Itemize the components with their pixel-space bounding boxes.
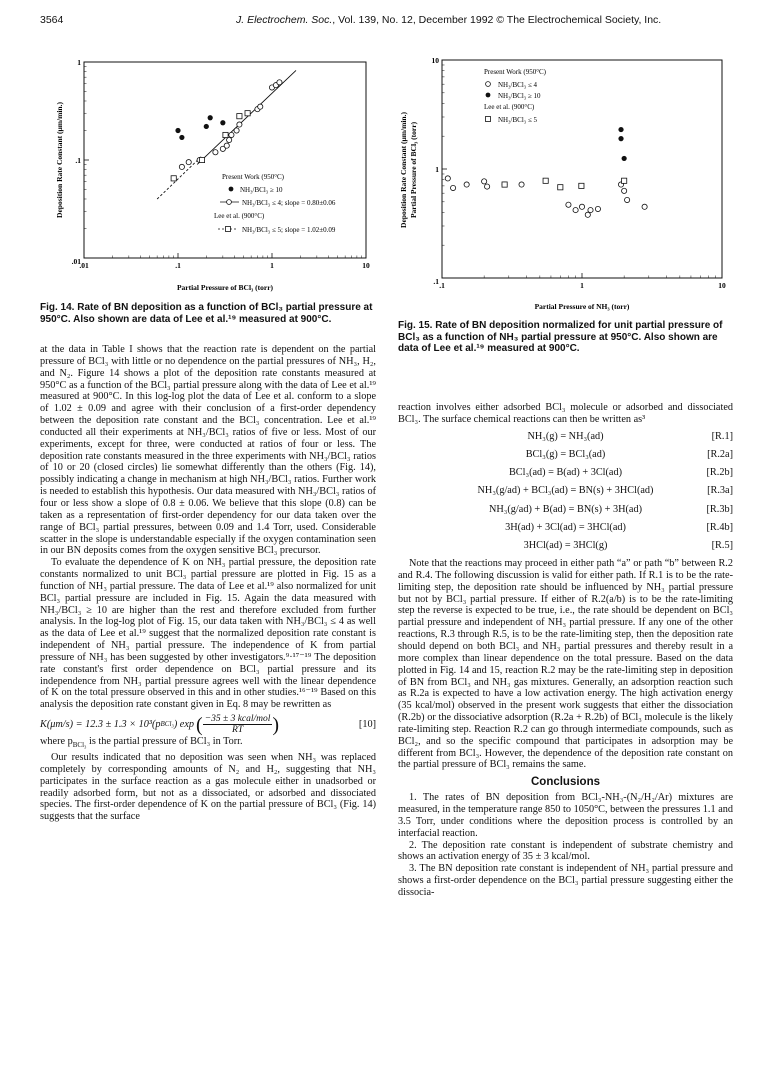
paragraph: To evaluate the dependence of K on NH₃ partial pressure, the deposition rate constants normalized to unit BCl₃ partial pressure are plotted in Fig. 15 as a function of NH₃ partial pressure. The data of Lee et al.¹⁹ also normalized for unit BCl₃ partial pressure are included in Fig. 15. Again the data measured with NH₃/BCl₃ ≥ 10 are higher than the rest and therefore excluded from further analysis. In the log-log plot of Fig. 15, our data taken with NH₃/BCl₃ ≤ 4 as well as the data of Lee et al.¹⁹ suggest that the normalized deposition rate constant is independent of NH₃ partial pressure. The independence of K from partial pressure of NH₃ has been suggested by other investigators.⁹·¹⁷⁻¹⁹ The deposition rate constant's first order dependence on BCl₃ partial pressure and its independence from NH₃ partial pressure agrees well with the linear dependence of K on the total pressure observed in this and in other studies.¹⁶⁻¹⁹ Based on this analysis the deposition rate constant given in Eq. 8 may be rewritten as [40,557,376,711]
reaction-row [398,464,733,482]
legend-marker-filled-circle [229,187,234,192]
legend-series-2: NH₃/BCl₃ ≥ 10 [498,92,541,100]
data-point-filled-circle [179,135,184,140]
text-run: is the partial pressure of BCl₃ in Torr. [86,736,243,748]
right-text-column [398,402,733,899]
data-point-open-square [579,183,584,188]
reaction-number: [R.3a] [707,485,733,497]
data-point-open-square [622,178,627,183]
data-point-open-square [237,114,242,119]
equation-10: K(μm/s) = 12.3 ± 1.3 × 10³(p BCl₃ ) exp ( −35 ± 3 kcal/mol RT ) [10] [40,713,376,736]
reaction-row [398,482,733,500]
x-axis-label: Partial Pressure of NH₃ (torr) [534,302,630,311]
x-tick-label: 10 [718,281,726,290]
data-point-open-circle [445,176,450,181]
data-point-open-circle [482,179,487,184]
y-tick-label: 1 [77,58,81,67]
paragraph [40,736,376,752]
reaction-number: [R.5] [711,539,733,551]
data-point-open-square [199,157,204,162]
data-point-open-circle [622,188,627,193]
conclusion-item: 2. The deposition rate constant is independent of substrate chemistry and shows an activation energy of 35 ± 3 kcal/mol. [398,839,733,863]
reaction-equation: 3HCl(ad) = 3HCl(g) [523,539,608,551]
equation-number: [10] [358,718,376,730]
x-tick-label: 1 [270,261,274,270]
equation-denominator: RT [232,725,244,736]
data-point-filled-circle [622,156,627,161]
reaction-list [398,428,733,555]
legend-series-1: NH₃/BCl₃ ≥ 10 [240,186,283,194]
data-point-open-square [502,182,507,187]
reaction-number: [R.4b] [706,521,733,533]
chart-legend [214,173,336,234]
data-point-open-circle [224,143,229,148]
fit-line-dashed [157,156,202,199]
reaction-equation: NH₃(g/ad) + BCl₃(ad) = BN(s) + 3HCl(ad) [477,485,654,497]
legend-marker-open-circle [227,200,232,205]
data-point-open-circle [595,206,600,211]
equation-numerator: −35 ± 3 kcal/mol [204,714,271,725]
data-point-open-circle [277,80,282,85]
reaction-row [398,537,733,555]
legend-title: Present Work (950°C) [484,68,546,76]
reaction-row [398,428,733,446]
data-point-open-square [558,185,563,190]
legend-marker-open-circle [486,82,491,87]
legend-marker-open-square [226,227,231,232]
equation-subscript: BCl₃ [160,719,174,728]
data-point-open-circle [464,182,469,187]
x-tick-label: 1 [580,281,584,290]
subscript: BCl₃ [72,741,87,750]
reaction-equation: NH₃(g) = NH₃(ad) [527,430,604,442]
legend-lee-title: Lee et al. (900°C) [484,103,535,111]
reaction-equation: BCl₃(g) = BCl₃(ad) [525,448,606,460]
data-point-filled-circle [204,124,209,129]
y-axis-label-2: Partial Pressure of BCl₃ (torr) [409,121,418,219]
data-point-open-circle [588,207,593,212]
y-tick-label: .1 [75,156,81,165]
reaction-equation: 3H(ad) + 3Cl(ad) = 3HCl(ad) [505,521,626,533]
chart-legend [484,68,547,124]
y-tick-label: .01 [71,257,81,266]
journal-volume: , Vol. 139, No. 12, December 1992 © The Electrochemical Society, Inc. [332,14,662,26]
data-point-filled-circle [618,136,623,141]
data-point-open-circle [579,204,584,209]
figure-14-chart [40,44,380,302]
legend-marker-filled-circle [486,93,491,98]
reaction-number: [R.2a] [707,448,733,460]
y-tick-label: 1 [435,165,439,174]
data-point-open-circle [585,212,590,217]
plot-frame [442,60,722,278]
y-tick-label: .1 [433,277,439,286]
figure-15-caption: Fig. 15. Rate of BN deposition normalized for unit partial pressure of BCl₃ as a function of NH₃ partial pressure at 950°C. Also shown are data of Lee et al.¹⁹ measured at 900°C. [398,320,723,354]
legend-series-3: NH₃/BCl₃ ≤ 5; slope = 1.02±0.09 [242,226,336,234]
legend-series-3: NH₃/BCl₃ ≤ 5 [498,116,538,124]
equation-exp: ) exp [173,718,195,730]
data-point-open-square [543,178,548,183]
data-point-filled-circle [175,128,180,133]
data-point-open-circle [213,150,218,155]
left-text-column [40,344,376,823]
section-heading-conclusions: Conclusions [530,776,600,789]
data-point-open-circle [485,184,490,189]
data-point-open-circle [234,128,239,133]
legend-marker-open-square [486,117,491,122]
data-point-open-circle [450,185,455,190]
data-point-filled-circle [208,115,213,120]
reaction-equation: NH₃(g/ad) + B(ad) = BN(s) + 3H(ad) [489,503,642,515]
paragraph: Our results indicated that no deposition was seen when NH₃ was replaced completely by corresponding amounts of N₂ and H₂, suggesting that NH₃ participates in the surface reaction as a gas molecule either in unadsorbed or readily adsorbed form, but not as a dissociated, or adsorbed and dissociated species. The first-order dependence of K on the partial pressure of BCl₃ (Fig. 14) suggests that the surface [40,752,376,823]
data-point-open-circle [519,182,524,187]
reaction-number: [R.2b] [706,467,733,479]
data-point-open-circle [186,160,191,165]
reaction-row [398,446,733,464]
paragraph: Note that the reactions may proceed in either path “a” or path “b” between R.2 and R.4. The following discussion is valid for either path. If R.1 is to be the rate-limiting step, the deposition rate should be influenced by NH₃ partial pressure but not by BCl₃ partial pressure. If either of R.2(a/b) is to be the rate-limiting step the reverse is expected to be true, i.e., the rate should be dependent on BCl₃ partial pressure and independent of NH₃ partial pressure. If any one of the other reactions, R.3 through R.5, is to be the rate-limiting step, then the deposition rate should depend on both BCl₃ and NH₃ partial pressures and thereby result in a more complex than linear dependence on the total pressure. Based on the data plotted in Fig. 14 and 15, reaction R.2 may be the rate-limiting step in deposition of BN from BCl₃ and NH₃ gas mixtures. Generally, an adsorption reaction such as R.2a is expected to have a low activation energy. The high activation energy (35 kcal/mol) observed in the present work suggests that either the dissociation (R.2b) or the dissociative adsorption (R.2a + R.2b) of BCl₃ molecule is the likely rate-limiting step. Reaction R.2 can go through intermediate compounds, such as BCl₂, and so the specific compound that participates in adsorption may be different from BCl₃. However, the dependence of the deposition rate constant on the partial pressure of BCl₃ remains the same. [398,558,733,771]
data-point-open-circle [642,204,647,209]
data-point-filled-circle [618,127,623,132]
reaction-row [398,519,733,537]
data-point-open-circle [258,104,263,109]
data-point-open-circle [566,202,571,207]
paragraph: reaction involves either adsorbed BCl₃ molecule or adsorbed and dissociated BCl₃. The surface chemical reactions can then be written as³ [398,402,733,425]
page-header [40,14,728,30]
legend-series-1: NH₃/BCl₃ ≤ 4 [498,81,538,89]
conclusion-item: 3. The BN deposition rate constant is independent of NH₃ partial pressure and shows a first-order dependence on the BCl₃ partial pressure suggesting either the dissocia- [398,863,733,898]
data-point-open-square [171,176,176,181]
data-point-open-circle [229,132,234,137]
data-point-open-circle [625,197,630,202]
x-tick-label: .01 [79,261,89,270]
text-run: where p [40,736,73,748]
data-point-filled-circle [220,120,225,125]
data-point-open-circle [573,207,578,212]
reaction-number: [R.3b] [706,503,733,515]
journal-name: J. Electrochem. Soc. [236,14,333,26]
figure-14-caption: Fig. 14. Rate of BN deposition as a function of BCl₃ partial pressure at 950°C. Also shown are data of Lee et al.¹⁹ measured at 900°C. [40,302,373,325]
x-axis-label: Partial Pressure of BCl₃ (torr) [176,283,274,292]
y-tick-label: 10 [431,56,439,65]
data-point-open-circle [237,122,242,127]
reaction-number: [R.1] [711,430,733,442]
x-tick-label: .1 [439,281,445,290]
reaction-row [398,501,733,519]
x-tick-label: .1 [175,261,181,270]
data-point-open-square [245,111,250,116]
equation-lhs: K(μm/s) = 12.3 ± 1.3 × 10³(p [40,718,161,730]
data-point-open-circle [179,164,184,169]
conclusion-item: 1. The rates of BN deposition from BCl₃-NH₃-(N₂/H₂/Ar) mixtures are measured, in the temperature range 850 to 1050°C, between the pressures 1.1 and 3.5 Torr, under conditions where the deposition process is controlled by an interfacial reaction. [398,792,733,839]
figure-15-chart [396,44,736,312]
data-point-open-square [223,132,228,137]
y-axis-label-1: Deposition Rate Constant (μm/min.) [399,112,408,228]
legend-lee-title: Lee et al. (900°C) [214,212,265,220]
reaction-equation: BCl₃(ad) = B(ad) + 3Cl(ad) [508,467,623,479]
journal-citation [236,14,661,26]
x-tick-label: 10 [362,261,370,270]
legend-series-2: NH₃/BCl₃ ≤ 4; slope = 0.80±0.06 [242,199,336,207]
y-axis-label: Deposition Rate Constant (μm/min.) [55,102,64,218]
paragraph: at the data in Table I shows that the reaction rate is dependent on the partial pressure of BCl₃ with little or no dependence on the partial pressures of NH₃, H₂, and N₂. Figure 14 shows a plot of the deposition rate constants measured at 950°C as a function of the BCl₃ partial pressure along with the data of Lee et al.¹⁹ measured at 900°C. In this log-log plot the data of Lee et al. conform to a slope of 1.02 ± 0.09 and agree with their conclusion of a first-order dependency between the deposition rate constant and the BCl₃ concentration. Lee et al.¹⁹ conducted all their experiments at NH₃/BCl₃ ratios of five or less. Most of our experiments, except for three, were conducted at ratios of four or less. The deposition rate constants measured in the three experiments with NH₃/BCl₃ ratios of 10 or 20 (closed circles) lie somewhat differently than the others (Fig. 14), possibly indicating a change in mechanism at high NH₃/BCl₃ ratios. Further work is needed to establish this hypothesis. Our data measured with NH₃/BCl₃ ratios of four or less show a slope of 0.8 ± 0.06. We believe that this slope (0.8) can be taken as a representation of first-order dependency for our data taken over the range of BCl₃ partial pressures, between 0.09 and 1.4 Torr, used. Considerable scatter in the slope is understandable especially if the oxygen contamination seen in our BN deposits comes from the oxygen sensitive BCl₃ precursor. [40,344,376,557]
legend-title: Present Work (950°C) [222,173,284,181]
page-number: 3564 [40,14,64,26]
data-point-open-circle [227,137,232,142]
